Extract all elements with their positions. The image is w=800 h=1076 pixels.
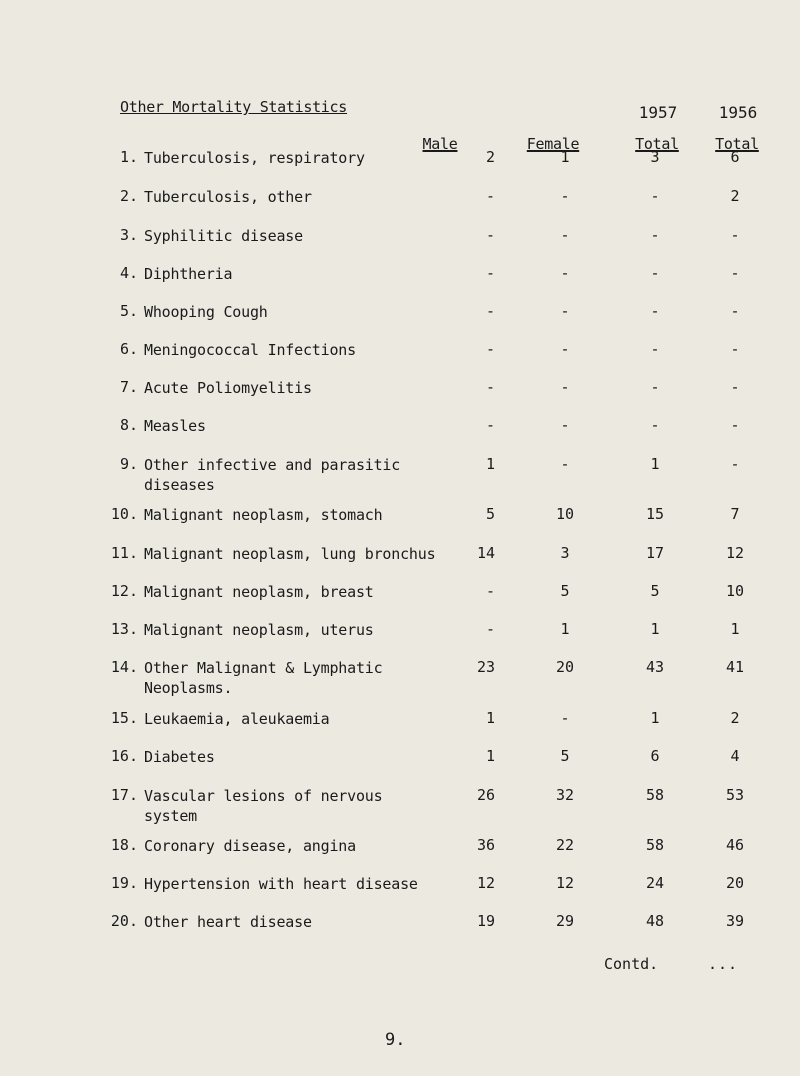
row-number: 4. <box>119 264 138 282</box>
male-value: 2 <box>485 148 495 166</box>
table-row <box>0 187 800 227</box>
male-value: 1 <box>485 709 495 727</box>
row-number: 8. <box>119 416 138 434</box>
female-value: - <box>560 187 570 205</box>
female-value: - <box>560 455 570 473</box>
cause-label: Malignant neoplasm, breast <box>144 583 374 601</box>
total-1956-value: 12 <box>725 544 745 562</box>
total-1956-value: - <box>730 264 740 282</box>
cause-label: Leukaemia, aleukaemia <box>144 710 330 728</box>
table-row <box>0 544 800 584</box>
table-row <box>0 912 800 952</box>
row-number: 18. <box>110 836 138 854</box>
total-1956-value: - <box>730 378 740 396</box>
male-value: - <box>485 340 495 358</box>
table-row <box>0 264 800 304</box>
female-value: - <box>560 709 570 727</box>
total-1957-value: - <box>650 340 660 358</box>
table-row <box>0 658 800 698</box>
table-row <box>0 709 800 749</box>
male-value: - <box>485 378 495 396</box>
continued-label: Contd. <box>604 955 659 973</box>
female-value: 22 <box>555 836 575 854</box>
total-1957-value: 43 <box>645 658 665 676</box>
table-row <box>0 340 800 380</box>
row-number: 19. <box>110 874 138 892</box>
male-value: 12 <box>476 874 495 892</box>
cause-label: Vascular lesions of nervous system <box>144 787 383 825</box>
total-1956-value: 20 <box>725 874 745 892</box>
total-1957-value: - <box>650 226 660 244</box>
female-value: 1 <box>560 148 570 166</box>
male-value: - <box>485 582 495 600</box>
female-value: - <box>560 264 570 282</box>
row-number: 14. <box>110 658 138 676</box>
cause-label: Diabetes <box>144 748 215 766</box>
total-1957-value: 1 <box>650 455 660 473</box>
male-value: - <box>485 302 495 320</box>
male-value: 26 <box>476 786 495 804</box>
table-row <box>0 505 800 545</box>
table-row <box>0 874 800 914</box>
row-number: 3. <box>119 226 138 244</box>
row-number: 16. <box>110 747 138 765</box>
cause-label: Syphilitic disease <box>144 227 303 245</box>
row-number: 10. <box>110 505 138 523</box>
female-value: - <box>560 378 570 396</box>
male-value: - <box>485 416 495 434</box>
total-1956-value: 39 <box>725 912 745 930</box>
table-row <box>0 836 800 876</box>
header-total-1957: Total <box>635 135 679 153</box>
total-1957-value: 58 <box>645 786 665 804</box>
female-value: - <box>560 416 570 434</box>
row-number: 15. <box>110 709 138 727</box>
male-value: 19 <box>476 912 495 930</box>
total-1956-value: 10 <box>725 582 745 600</box>
male-value: 23 <box>476 658 495 676</box>
total-1957-value: - <box>650 187 660 205</box>
table-row <box>0 226 800 266</box>
table-row <box>0 302 800 342</box>
total-1956-value: 53 <box>725 786 745 804</box>
row-number: 9. <box>119 455 138 473</box>
total-1957-value: 3 <box>650 148 660 166</box>
male-value: 5 <box>485 505 495 523</box>
female-value: - <box>560 226 570 244</box>
table-row <box>0 148 800 188</box>
header-total-1956: Total <box>715 135 759 153</box>
total-1957-value: 17 <box>645 544 665 562</box>
male-value: - <box>485 226 495 244</box>
cause-label: Whooping Cough <box>144 303 268 321</box>
row-number: 6. <box>119 340 138 358</box>
cause-label: Hypertension with heart disease <box>144 875 418 893</box>
female-value: 5 <box>560 582 570 600</box>
table-row <box>0 582 800 622</box>
male-value: - <box>485 264 495 282</box>
total-1957-value: - <box>650 416 660 434</box>
female-value: - <box>560 340 570 358</box>
row-number: 12. <box>110 582 138 600</box>
row-number: 13. <box>110 620 138 638</box>
total-1957-value: 1 <box>650 709 660 727</box>
cause-label: Meningococcal Infections <box>144 341 356 359</box>
cause-label: Malignant neoplasm, lung bronchus <box>144 545 436 563</box>
table-row <box>0 620 800 660</box>
female-value: 12 <box>555 874 575 892</box>
header-year-1956: 1956 <box>718 103 758 122</box>
male-value: 1 <box>485 455 495 473</box>
total-1956-value: 2 <box>730 709 740 727</box>
cause-label: Tuberculosis, respiratory <box>144 149 365 167</box>
header-male: Male <box>422 135 458 153</box>
header-year-1957: 1957 <box>638 103 678 122</box>
table-row <box>0 747 800 787</box>
total-1956-value: 4 <box>730 747 740 765</box>
cause-label: Coronary disease, angina <box>144 837 356 855</box>
total-1957-value: - <box>650 264 660 282</box>
total-1956-value: - <box>730 302 740 320</box>
cause-label: Other infective and parasitic diseases <box>144 456 401 494</box>
total-1957-value: 58 <box>645 836 665 854</box>
cause-label: Other heart disease <box>144 913 312 931</box>
row-number: 1. <box>119 148 138 166</box>
male-value: - <box>485 620 495 638</box>
female-value: 20 <box>555 658 575 676</box>
total-1956-value: 6 <box>730 148 740 166</box>
table-row <box>0 455 800 495</box>
total-1957-value: 6 <box>650 747 660 765</box>
cause-label: Malignant neoplasm, stomach <box>144 506 383 524</box>
total-1957-value: 48 <box>645 912 665 930</box>
row-number: 7. <box>119 378 138 396</box>
total-1956-value: 7 <box>730 505 740 523</box>
total-1957-value: - <box>650 302 660 320</box>
female-value: 3 <box>560 544 570 562</box>
female-value: 32 <box>555 786 575 804</box>
cause-label: Acute Poliomyelitis <box>144 379 312 397</box>
table-row <box>0 378 800 418</box>
total-1956-value: 41 <box>725 658 745 676</box>
row-number: 17. <box>110 786 138 804</box>
total-1957-value: 1 <box>650 620 660 638</box>
cause-label: Other Malignant & Lymphatic Neoplasms. <box>144 659 383 697</box>
total-1957-value: - <box>650 378 660 396</box>
row-number: 2. <box>119 187 138 205</box>
male-value: 14 <box>476 544 495 562</box>
total-1956-value: - <box>730 416 740 434</box>
page-title: Other Mortality Statistics <box>120 98 348 116</box>
male-value: 36 <box>476 836 495 854</box>
female-value: - <box>560 302 570 320</box>
cause-label: Tuberculosis, other <box>144 188 312 206</box>
row-number: 5. <box>119 302 138 320</box>
female-value: 1 <box>560 620 570 638</box>
cause-label: Diphtheria <box>144 265 233 283</box>
total-1957-value: 5 <box>650 582 660 600</box>
total-1956-value: - <box>730 455 740 473</box>
table-row <box>0 416 800 456</box>
table-row <box>0 786 800 826</box>
female-value: 29 <box>555 912 575 930</box>
row-number: 11. <box>110 544 138 562</box>
total-1956-value: - <box>730 226 740 244</box>
total-1956-value: 46 <box>725 836 745 854</box>
total-1956-value: - <box>730 340 740 358</box>
total-1956-value: 2 <box>730 187 740 205</box>
female-value: 5 <box>560 747 570 765</box>
continued-dots: ... <box>708 955 739 973</box>
total-1956-value: 1 <box>730 620 740 638</box>
male-value: 1 <box>485 747 495 765</box>
male-value: - <box>485 187 495 205</box>
female-value: 10 <box>555 505 575 523</box>
total-1957-value: 15 <box>645 505 665 523</box>
total-1957-value: 24 <box>645 874 665 892</box>
row-number: 20. <box>110 912 138 930</box>
page-number: 9. <box>385 1030 406 1050</box>
cause-label: Malignant neoplasm, uterus <box>144 621 374 639</box>
header-female: Female <box>526 135 580 153</box>
cause-label: Measles <box>144 417 206 435</box>
